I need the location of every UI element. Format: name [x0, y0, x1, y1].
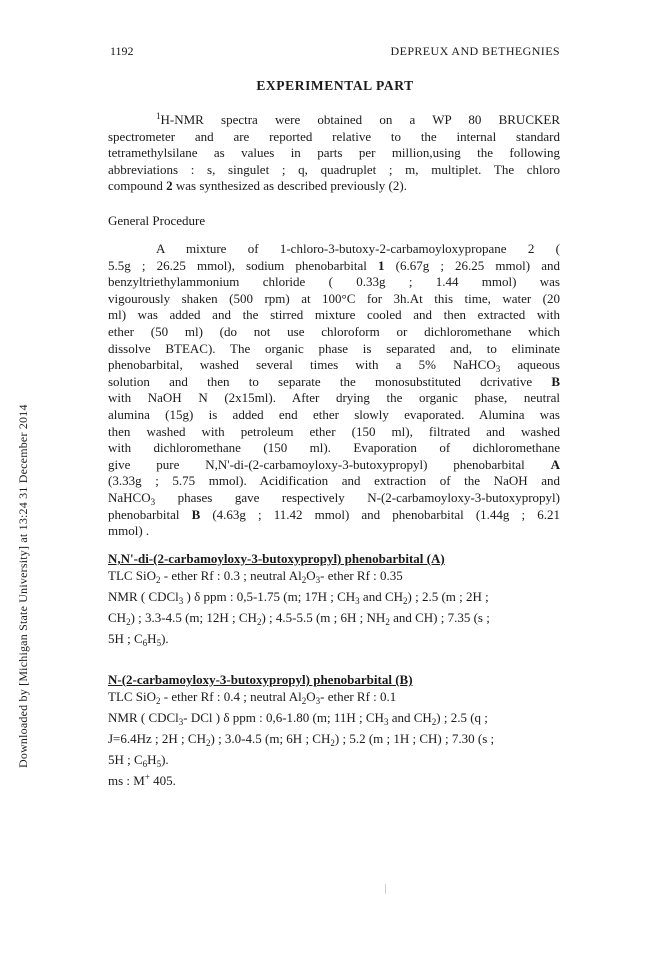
- page-number: 1192: [110, 44, 134, 58]
- text-line: abbreviations : s, singulet ; q, quadruplet ; m, multiplet. The chloro: [108, 161, 560, 177]
- text-line: then washed with petroleum ether (150 ml), filtrated and washed: [108, 423, 560, 439]
- nmr-line: J=6.4Hz ; 2H ; $CH_2$) ; 3.0-4.5 (m; 6H ; $CH_2$) ; 5.2 (m ; 1H ; CH) ; 7.30 (s ;: [108, 731, 495, 748]
- text-line: A mixture of 1-chloro-3-butoxy-2-carbamoyloxypropane 2 (: [156, 241, 560, 256]
- tlc-line: TLC SiO$_2$ - ether Rf : 0.3 ; neutral $Al_2O_3-$ ether Rf : 0.35: [108, 568, 403, 585]
- download-notice: [0, 0, 30, 959]
- text-line: benzyltriethylammonium chloride ( 0.33g ; 1.44 mmol) was: [108, 274, 560, 290]
- text-line: phenobarbital B (4.63g ; 11.42 mmol) and phenobarbital (1.44g ; 6.21: [108, 506, 560, 522]
- text-line: compound 2 was synthesized as described previously (2).: [108, 178, 407, 194]
- nmr-line: $CH_2$) ; 3.3-4.5 (m; 12H ; $CH_2$) ; 4.5-5.5 (m ; 6H ; $NH_2$ and CH) ; 7.35 (s ;: [108, 610, 490, 627]
- text-line: spectrometer and are reported relative to the internal standard: [108, 128, 560, 144]
- text-line: vigourously shaken (500 rpm) at 100°C for 3h.At this time, water (20: [108, 290, 560, 306]
- text-line: with dichloromethane (150 ml). Evaporation of dichloromethane: [108, 440, 560, 456]
- general-procedure-paragraph: [108, 241, 560, 540]
- text-line: alumina (15g) is added end ether slowly evaporated. Alumina was: [108, 406, 560, 422]
- nmr-line: NMR ( CDCl$_3$- DCl ) δ ppm : 0,6-1.80 (m; 11H ; $CH_3$ and $CH_2$) ; 2.5 (q ;: [108, 710, 488, 727]
- text-line: give pure N,N'-di-(2-carbamoyloxy-3-butoxypropyl) phenobarbital A: [108, 456, 560, 472]
- text-line: ml) was added and the stirred mixture cooled and then extracted with: [108, 307, 560, 323]
- nmr-line: 5H ; $C_6H_5$).: [108, 752, 169, 769]
- running-title: DEPREUX AND BETHEGNIES: [390, 44, 560, 58]
- text-line: $^1$H-NMR spectra were obtained on a WP 80 BRUCKER: [156, 111, 560, 127]
- text-line: tetramethylsilane as values in parts per million,using the following: [108, 145, 560, 161]
- download-notice-text: Downloaded by [Michigan State University] at 13:24 31 December 2014: [16, 404, 30, 768]
- intro-paragraph: [108, 112, 560, 195]
- text-line: phenobarbital, washed several times with a 5% NaHCO$_3$ aqueous: [108, 357, 560, 375]
- compound-b-block: [108, 671, 560, 789]
- nmr-line: NMR ( CDCl$_3$ ) δ ppm : 0,5-1.75 (m; 17H ; $CH_3$ and $CH_2$) ; 2.5 (m ; 2H ;: [108, 589, 489, 606]
- text-line: (3.33g ; 5.75 mmol). Acidification and extraction of the NaOH and: [108, 473, 560, 489]
- compound-b-title: N-(2-carbamoyloxy-3-butoxypropyl) phenobarbital (B): [108, 672, 413, 687]
- text-line: ether (50 ml) (do not use chloroform or dichloromethane which: [108, 323, 560, 339]
- nmr-line: 5H ; $C_6H_5$).: [108, 631, 169, 648]
- section-title: EXPERIMENTAL PART: [256, 78, 414, 93]
- tlc-line: TLC SiO$_2$ - ether Rf : 0.4 ; neutral $Al_2O_3-$ ether Rf : 0.1: [108, 689, 397, 706]
- compound-a-title: N,N'-di-(2-carbamoyloxy-3-butoxypropyl) phenobarbital (A): [108, 551, 445, 566]
- ms-line: ms : M+ 405.: [108, 772, 176, 788]
- compound-a-block: [108, 550, 560, 647]
- text-line: solution and then to separate the monosubstituted dcrivative B: [108, 373, 560, 389]
- scan-mark: [385, 884, 386, 894]
- text-line: mmol) .: [108, 523, 150, 539]
- text-line: NaHCO$_3$ phases gave respectively N-(2-carbamoyloxy-3-butoxypropyl): [108, 489, 560, 507]
- page-header: [110, 44, 560, 60]
- general-procedure-heading: General Procedure: [108, 213, 206, 228]
- text-line: dissolve BTEAC). The organic phase is separated and, to eliminate: [108, 340, 560, 356]
- text-line: with NaOH N (2x15ml). After drying the organic phase, neutral: [108, 390, 560, 406]
- text-line: 5.5g ; 26.25 mmol), sodium phenobarbital 1 (6.67g ; 26.25 mmol) and: [108, 257, 560, 273]
